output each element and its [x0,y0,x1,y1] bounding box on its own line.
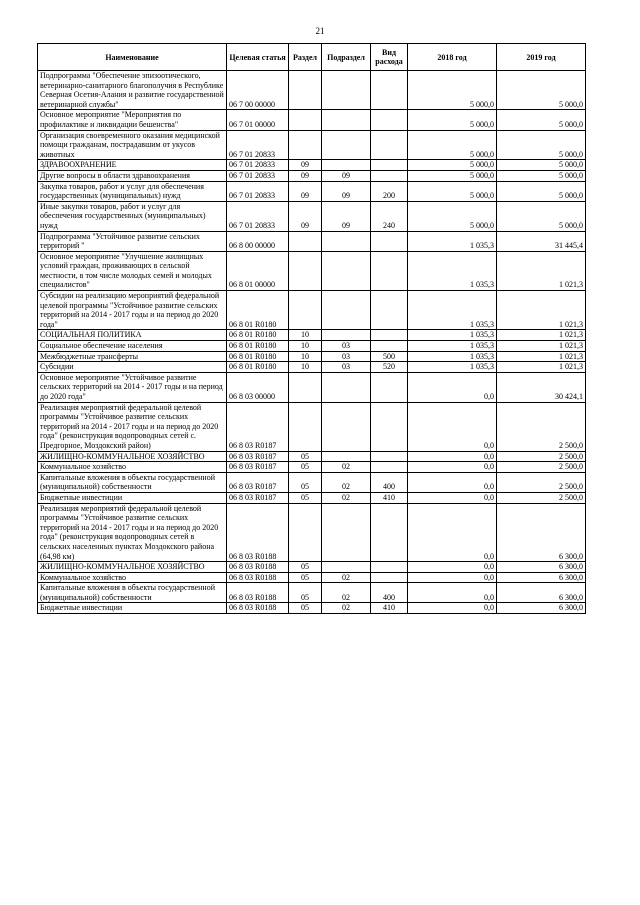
row-section: 05 [289,603,322,614]
row-section: 05 [289,451,322,462]
header-subsection: Подраздел [322,44,371,71]
row-section [289,291,322,330]
row-expense-type [371,330,408,341]
row-section [289,231,322,251]
row-expense-type [371,71,408,110]
row-subsection: 02 [322,572,371,583]
row-subsection: 02 [322,583,371,603]
row-section: 05 [289,462,322,473]
row-section: 09 [289,181,322,201]
row-2018: 0,0 [408,572,497,583]
row-target: 06 8 01 R0180 [227,341,289,352]
table-row [38,451,586,462]
row-2018: 5 000,0 [408,201,497,231]
row-name: ЖИЛИЩНО-КОММУНАЛЬНОЕ ХОЗЯЙСТВО [38,451,227,462]
row-expense-type: 200 [371,181,408,201]
row-name: ЖИЛИЩНО-КОММУНАЛЬНОЕ ХОЗЯЙСТВО [38,562,227,573]
table-row [38,291,586,330]
row-section: 05 [289,572,322,583]
table-row [38,362,586,373]
table-row [38,181,586,201]
row-subsection: 02 [322,603,371,614]
header-2018: 2018 год [408,44,497,71]
row-2018: 0,0 [408,492,497,503]
row-name: Реализация мероприятий федеральной целевой программы "Устойчивое развитие сельских территорий на 2014 - 2017 годы и на период до 2020 года" (реконструкция водопроводных сетей в сельских населенных пунктах Моздокского района (64,98 км) [38,503,227,562]
row-target: 06 7 01 20833 [227,170,289,181]
row-section [289,71,322,110]
row-subsection: 09 [322,201,371,231]
row-2019: 5 000,0 [497,181,586,201]
row-section [289,503,322,562]
row-2018: 0,0 [408,462,497,473]
row-subsection [322,503,371,562]
row-expense-type [371,562,408,573]
row-name: Бюджетные инвестиции [38,492,227,503]
table-row [38,110,586,130]
table-row [38,330,586,341]
row-2019: 1 021,3 [497,291,586,330]
row-2018: 0,0 [408,472,497,492]
row-name: Коммунальное хозяйство [38,572,227,583]
row-subsection: 03 [322,362,371,373]
row-2018: 0,0 [408,603,497,614]
row-subsection: 02 [322,492,371,503]
table-row [38,341,586,352]
row-2018: 1 035,3 [408,231,497,251]
row-target: 06 8 01 R0180 [227,330,289,341]
row-section: 09 [289,201,322,231]
row-2019: 2 500,0 [497,402,586,451]
header-section: Раздел [289,44,322,71]
header-name: Наименование [38,44,227,71]
table-row [38,71,586,110]
row-target: 06 8 03 R0188 [227,572,289,583]
row-section: 09 [289,170,322,181]
table-row [38,503,586,562]
row-2019: 6 300,0 [497,562,586,573]
table-header-row [38,44,586,71]
row-expense-type [371,402,408,451]
row-2018: 1 035,3 [408,341,497,352]
row-subsection [322,330,371,341]
row-2019: 5 000,0 [497,110,586,130]
table-row [38,492,586,503]
row-name: Основное мероприятие "Мероприятия по профилактике и ликвидации бешенства" [38,110,227,130]
row-2019: 5 000,0 [497,130,586,160]
row-2018: 5 000,0 [408,110,497,130]
row-2019: 1 021,3 [497,251,586,290]
row-name: Организация своевременного оказания медицинской помощи гражданам, пострадавшим от укусов животных [38,130,227,160]
row-2019: 30 424,1 [497,372,586,402]
row-subsection [322,562,371,573]
row-target: 06 8 03 R0187 [227,402,289,451]
table-row [38,562,586,573]
row-2019: 2 500,0 [497,492,586,503]
row-2018: 1 035,3 [408,291,497,330]
row-name: Капитальные вложения в объекты государственной (муниципальной) собственности [38,472,227,492]
row-expense-type [371,572,408,583]
row-target: 06 8 03 R0188 [227,583,289,603]
row-name: Коммунальное хозяйство [38,462,227,473]
row-section [289,372,322,402]
row-2019: 2 500,0 [497,451,586,462]
row-expense-type [371,251,408,290]
row-expense-type: 500 [371,351,408,362]
row-target: 06 8 00 00000 [227,231,289,251]
row-subsection [322,71,371,110]
row-name: Другие вопросы в области здравоохранения [38,170,227,181]
row-expense-type: 520 [371,362,408,373]
row-expense-type: 400 [371,583,408,603]
row-2018: 5 000,0 [408,71,497,110]
row-expense-type [371,231,408,251]
row-2018: 0,0 [408,562,497,573]
table-row [38,572,586,583]
row-target: 06 7 01 20833 [227,201,289,231]
row-expense-type: 410 [371,492,408,503]
row-2019: 1 021,3 [497,330,586,341]
row-subsection [322,251,371,290]
row-2019: 1 021,3 [497,351,586,362]
row-section [289,110,322,130]
row-name: Межбюджетные трансферты [38,351,227,362]
table-row [38,201,586,231]
table-body [38,71,586,614]
row-expense-type: 240 [371,201,408,231]
table-row [38,462,586,473]
row-name: Субсидии на реализацию мероприятий федеральной целевой программы "Устойчивое развитие сельских территорий на 2014 - 2017 годы и на период до 2020 года" [38,291,227,330]
row-2018: 5 000,0 [408,160,497,171]
row-section [289,251,322,290]
row-subsection [322,451,371,462]
row-target: 06 7 01 00000 [227,110,289,130]
row-expense-type [371,291,408,330]
row-2019: 31 445,4 [497,231,586,251]
row-2019: 5 000,0 [497,160,586,171]
row-target: 06 8 03 R0187 [227,451,289,462]
row-name: Бюджетные инвестиции [38,603,227,614]
row-2019: 2 500,0 [497,472,586,492]
row-subsection [322,160,371,171]
row-expense-type [371,451,408,462]
row-section: 10 [289,362,322,373]
row-expense-type [371,160,408,171]
row-target: 06 8 01 R0180 [227,291,289,330]
row-subsection [322,231,371,251]
row-target: 06 8 03 R0188 [227,603,289,614]
row-target: 06 8 03 00000 [227,372,289,402]
row-name: Закупка товаров, работ и услуг для обеспечения государственных (муниципальных) нужд [38,181,227,201]
row-2019: 5 000,0 [497,201,586,231]
row-2018: 0,0 [408,372,497,402]
table-row [38,583,586,603]
table-row [38,160,586,171]
row-subsection: 02 [322,462,371,473]
header-target: Целевая статья [227,44,289,71]
row-subsection [322,130,371,160]
row-section: 05 [289,583,322,603]
row-subsection: 03 [322,341,371,352]
row-subsection [322,110,371,130]
row-expense-type [371,341,408,352]
row-target: 06 8 03 R0187 [227,462,289,473]
row-section: 05 [289,492,322,503]
row-name: Капитальные вложения в объекты государственной (муниципальной) собственности [38,583,227,603]
table-row [38,472,586,492]
row-name: Субсидии [38,362,227,373]
row-expense-type: 410 [371,603,408,614]
row-target: 06 8 03 R0188 [227,503,289,562]
table-row [38,351,586,362]
row-target: 06 8 03 R0187 [227,472,289,492]
row-expense-type: 400 [371,472,408,492]
row-name: Основное мероприятие "Улучшение жилищных условий граждан, проживающих в сельской местности, в том числе молодых семей и молодых специалистов" [38,251,227,290]
row-2019: 1 021,3 [497,341,586,352]
row-expense-type [371,110,408,130]
row-subsection: 09 [322,181,371,201]
row-section: 05 [289,472,322,492]
row-section: 10 [289,330,322,341]
row-section: 10 [289,351,322,362]
row-expense-type [371,170,408,181]
row-section: 05 [289,562,322,573]
row-2019: 5 000,0 [497,71,586,110]
table-row [38,251,586,290]
row-2019: 6 300,0 [497,572,586,583]
row-target: 06 7 01 20833 [227,181,289,201]
row-2018: 5 000,0 [408,130,497,160]
row-target: 06 7 00 00000 [227,71,289,110]
row-subsection: 02 [322,472,371,492]
row-target: 06 7 01 20833 [227,160,289,171]
row-2018: 0,0 [408,402,497,451]
row-expense-type [371,462,408,473]
header-expense-type: Вид расхода [371,44,408,71]
row-subsection: 03 [322,351,371,362]
page-number: 21 [315,26,325,36]
row-subsection [322,402,371,451]
row-name: Социальное обеспечение населения [38,341,227,352]
row-target: 06 8 01 R0180 [227,362,289,373]
row-section [289,402,322,451]
row-2018: 0,0 [408,503,497,562]
row-2018: 0,0 [408,583,497,603]
table-row [38,603,586,614]
table-row [38,170,586,181]
header-2019: 2019 год [497,44,586,71]
table-row [38,231,586,251]
row-section: 10 [289,341,322,352]
row-target: 06 8 03 R0187 [227,492,289,503]
row-expense-type [371,503,408,562]
table-row [38,130,586,160]
row-2019: 6 300,0 [497,503,586,562]
row-target: 06 8 03 R0188 [227,562,289,573]
row-name: Реализация мероприятий федеральной целевой программы "Устойчивое развитие сельских территорий на 2014 - 2017 годы и на период до 2020 года" (реконструкция водопроводных сетей с. Предгорное, Моздокский район) [38,402,227,451]
row-section: 09 [289,160,322,171]
row-2018: 0,0 [408,451,497,462]
row-2019: 1 021,3 [497,362,586,373]
row-2018: 5 000,0 [408,170,497,181]
row-2018: 1 035,3 [408,251,497,290]
row-name: Подпрограмма "Устойчивое развитие сельских территорий " [38,231,227,251]
row-name: Подпрограмма "Обеспечение эпизоотического, ветеринарно-санитарного благополучия в Республике Северная Осетия-Алания и развитие государственной ветеринарной службы" [38,71,227,110]
row-2019: 2 500,0 [497,462,586,473]
row-name: СОЦИАЛЬНАЯ ПОЛИТИКА [38,330,227,341]
table-row [38,402,586,451]
row-target: 06 7 01 20833 [227,130,289,160]
row-subsection: 09 [322,170,371,181]
row-2019: 6 300,0 [497,583,586,603]
budget-table [37,43,586,614]
row-expense-type [371,372,408,402]
table-row [38,372,586,402]
row-expense-type [371,130,408,160]
row-name: Основное мероприятие "Устойчивое развитие сельских территорий на 2014 - 2017 годы и на период до 2020 года" [38,372,227,402]
row-subsection [322,291,371,330]
row-2018: 5 000,0 [408,181,497,201]
row-2018: 1 035,3 [408,351,497,362]
row-target: 06 8 01 R0180 [227,351,289,362]
row-2018: 1 035,3 [408,362,497,373]
row-name: ЗДРАВООХРАНЕНИЕ [38,160,227,171]
row-2018: 1 035,3 [408,330,497,341]
row-2019: 5 000,0 [497,170,586,181]
row-name: Иные закупки товаров, работ и услуг для обеспечения государственных (муниципальных) нужд [38,201,227,231]
row-2019: 6 300,0 [497,603,586,614]
row-subsection [322,372,371,402]
row-target: 06 8 01 00000 [227,251,289,290]
row-section [289,130,322,160]
